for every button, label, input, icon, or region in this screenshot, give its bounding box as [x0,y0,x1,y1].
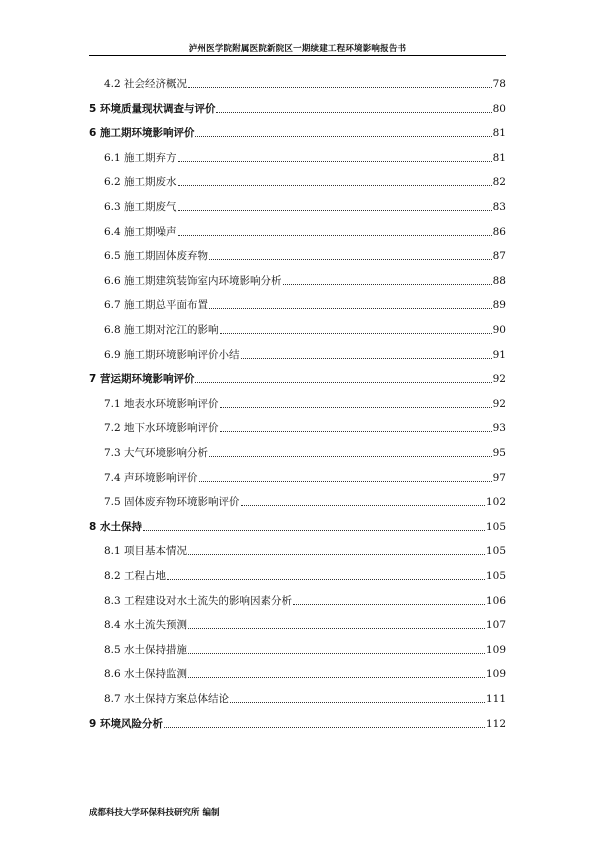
toc-entry-page: 89 [492,299,506,312]
toc-entry-label: 6.6 施工期建筑装饰室内环境影响分析 [104,274,282,287]
toc-entry[interactable] [89,101,506,116]
toc-leader-dots [178,161,492,162]
toc-entry[interactable] [104,248,506,263]
toc-entry-page: 86 [492,225,506,238]
toc-entry-label: 9 环境风险分析 [89,717,163,730]
toc-entry-label: 8.6 水土保持监测 [104,668,188,681]
toc-entry-page: 92 [492,373,506,386]
toc-entry-label: 6.7 施工期总平面布置 [104,299,209,312]
toc-entry-page: 90 [492,324,506,336]
toc-entry-label: 8.4 水土流失预测 [104,619,188,632]
toc-entry[interactable] [104,273,506,288]
toc-entry[interactable] [104,420,506,435]
toc-entry[interactable] [104,642,506,657]
toc-leader-dots [188,554,485,555]
toc-entry[interactable] [104,322,506,337]
toc-entry-label: 8.1 项目基本情况 [104,545,188,558]
toc-entry-label: 7.4 声环境影响评价 [104,471,198,484]
toc-leader-dots [188,677,485,678]
toc-leader-dots [167,579,485,580]
toc-entry[interactable] [89,519,506,534]
toc-entry-page: 87 [492,250,506,263]
toc-entry-label: 6.1 施工期弃方 [104,151,177,164]
toc-entry-page: 83 [492,201,506,213]
toc-entry-page: 112 [485,717,506,730]
toc-entry-page: 80 [492,102,506,115]
toc-leader-dots [220,431,492,432]
toc-leader-dots [209,308,492,309]
toc-entry-label: 4.2 社会经济概况 [104,78,188,90]
toc-entry-label: 6.8 施工期对沱江的影响 [104,324,219,336]
toc-leader-dots [178,210,492,211]
toc-entry[interactable] [89,371,506,386]
toc-entry-page: 81 [492,151,506,164]
toc-entry-label: 6.4 施工期噪声 [104,225,177,238]
toc-entry[interactable] [104,76,506,91]
toc-entry-page: 88 [492,274,506,287]
toc-leader-dots [143,530,485,531]
toc-leader-dots [241,358,492,359]
toc-entry-page: 105 [485,545,506,558]
toc-entry-label: 7.3 大气环境影响分析 [104,447,209,459]
toc-entry-page: 107 [485,619,506,632]
toc-entry-page: 105 [485,570,506,582]
toc-entry-page: 106 [485,594,506,607]
toc-entry-page: 78 [492,78,506,90]
toc-entry[interactable] [104,494,506,509]
toc-entry[interactable] [104,445,506,460]
toc-entry[interactable] [104,617,506,632]
toc-leader-dots [195,382,491,383]
toc-entry[interactable] [104,224,506,239]
toc-entry-page: 93 [492,422,506,435]
toc-entry-page: 111 [485,693,506,705]
toc-entry-page: 95 [492,447,506,459]
toc-leader-dots [164,727,485,728]
toc-entry-page: 91 [492,348,506,361]
toc-entry-label: 7.2 地下水环境影响评价 [104,422,219,435]
toc-entry-label: 7.1 地表水环境影响评价 [104,397,219,410]
toc-entry-label: 6.2 施工期废水 [104,176,177,189]
toc-leader-dots [178,185,492,186]
toc-entry-page: 97 [492,471,506,484]
toc-entry-label: 8 水土保持 [89,520,142,533]
toc-entry-label: 5 环境质量现状调查与评价 [89,102,216,115]
toc-leader-dots [241,505,485,506]
toc-entry[interactable] [104,347,506,362]
toc-entry[interactable] [89,716,506,731]
toc-entry-page: 92 [492,397,506,410]
toc-leader-dots [178,235,492,236]
toc-entry-label: 8.7 水土保持方案总体结论 [104,693,230,705]
toc-entry-label: 8.5 水土保持措施 [104,643,188,656]
page-header-title: 泸州医学院附属医院新院区一期续建工程环境影响报告书 [188,44,407,54]
header-rule [89,55,506,56]
toc-leader-dots [230,702,485,703]
toc-leader-dots [188,87,492,88]
toc-entry-page: 105 [485,520,506,533]
toc-entry-page: 109 [485,643,506,656]
toc-entry[interactable] [104,593,506,608]
toc-entry-page: 102 [485,496,506,509]
toc-entry-page: 109 [485,668,506,681]
toc-leader-dots [195,136,491,137]
toc-entry-label: 8.3 工程建设对水土流失的影响因素分析 [104,594,293,607]
toc-leader-dots [209,259,492,260]
toc-entry-label: 6.3 施工期废气 [104,201,177,213]
toc-entry[interactable] [89,125,506,140]
toc-entry-label: 7.5 固体废弃物环境影响评价 [104,496,240,509]
toc-entry[interactable] [104,543,506,558]
toc-leader-dots [188,653,485,654]
toc-leader-dots [220,407,492,408]
toc-entry-label: 7 营运期环境影响评价 [89,373,195,386]
toc-entry[interactable] [104,691,506,706]
toc-entry[interactable] [104,568,506,583]
toc-entry[interactable] [104,396,506,411]
page-footer: 成都科技大学环保科技研究所 编制 [89,808,220,818]
toc-leader-dots [293,604,485,605]
toc-entry[interactable] [104,470,506,485]
toc-entry-page: 81 [492,127,506,140]
toc-entry-label: 6.5 施工期固体废弃物 [104,250,209,263]
toc-leader-dots [199,481,492,482]
toc-entry[interactable] [104,199,506,214]
toc-entry-label: 6.9 施工期环境影响评价小结 [104,348,240,361]
toc-entry[interactable] [104,666,506,681]
toc-entry[interactable] [104,174,506,189]
toc-leader-dots [220,333,492,334]
toc-entry-label: 8.2 工程占地 [104,570,167,582]
toc-entry-label: 6 施工期环境影响评价 [89,127,195,140]
toc-leader-dots [188,628,485,629]
toc-leader-dots [216,112,491,113]
toc-entry[interactable] [104,150,506,165]
toc-leader-dots [283,284,492,285]
toc-entry-page: 82 [492,176,506,189]
toc-leader-dots [209,456,492,457]
toc-entry[interactable] [104,297,506,312]
